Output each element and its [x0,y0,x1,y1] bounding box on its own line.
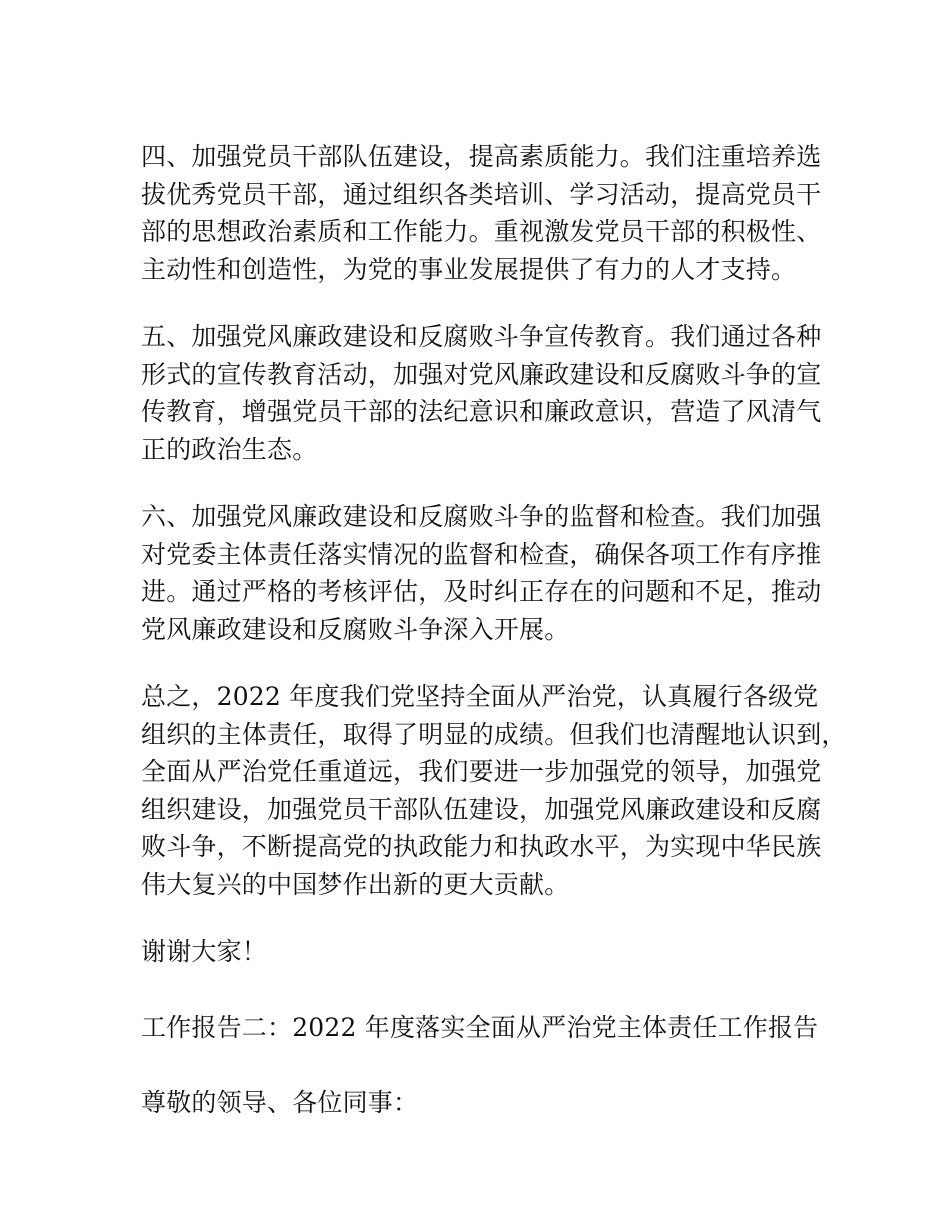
text-line: 进。通过严格的考核评估，及时纠正存在的问题和不足，推动 [141,577,822,606]
text-line: 形式的宣传教育活动，加强对党风廉政建设和反腐败斗争的宣 [141,359,822,389]
document-body [141,138,847,1160]
text-line: 败斗争，不断提高党的执政能力和执政水平，为实现中华民族 [141,832,822,861]
text-line: 传教育，增强党员干部的法纪意识和廉政意识，营造了风清气 [141,397,822,426]
text-line: 正的政治生态。 [141,434,318,464]
text-line: 拔优秀党员干部，通过组织各类培训、学习活动，提高党员干 [141,179,822,209]
text-line: 四、加强党员干部队伍建设，提高素质能力。我们注重培养选 [141,142,822,171]
text-line: 五、加强党风廉政建设和反腐败斗争宣传教育。我们通过各种 [141,322,822,351]
text-line: 总之，2022 年度我们党坚持全面从严治党，认真履行各级党 [141,682,819,711]
text-line: 六、加强党风廉政建设和反腐败斗争的监督和检查。我们加强 [141,502,822,531]
text-line: 主动性和创造性，为党的事业发展提供了有力的人才支持。 [141,254,797,284]
salutation: 尊敬的领导、各位同事： [141,1088,419,1117]
paragraph-summary [141,678,847,903]
paragraph-five [141,318,831,468]
text-line: 组织建设，加强党员干部队伍建设，加强党风廉政建设和反腐 [141,794,822,824]
report-title: 工作报告二：2022 年度落实全面从严治党主体责任工作报告 [141,1012,819,1042]
paragraph-six [141,498,831,648]
thanks-line: 谢谢大家！ [141,937,268,966]
text-line: 对党委主体责任落实情况的监督和检查，确保各项工作有序推 [141,539,822,569]
paragraph-four [141,138,831,288]
text-line: 组织的主体责任，取得了明显的成绩。但我们也清醒地认识到， [141,719,847,749]
text-line: 部的思想政治素质和工作能力。重视激发党员干部的积极性、 [141,217,822,246]
text-line: 党风廉政建设和反腐败斗争深入开展。 [141,614,570,644]
text-line: 全面从严治党任重道远，我们要进一步加强党的领导，加强党 [141,757,822,786]
text-line: 伟大复兴的中国梦作出新的更大贡献。 [141,869,570,899]
